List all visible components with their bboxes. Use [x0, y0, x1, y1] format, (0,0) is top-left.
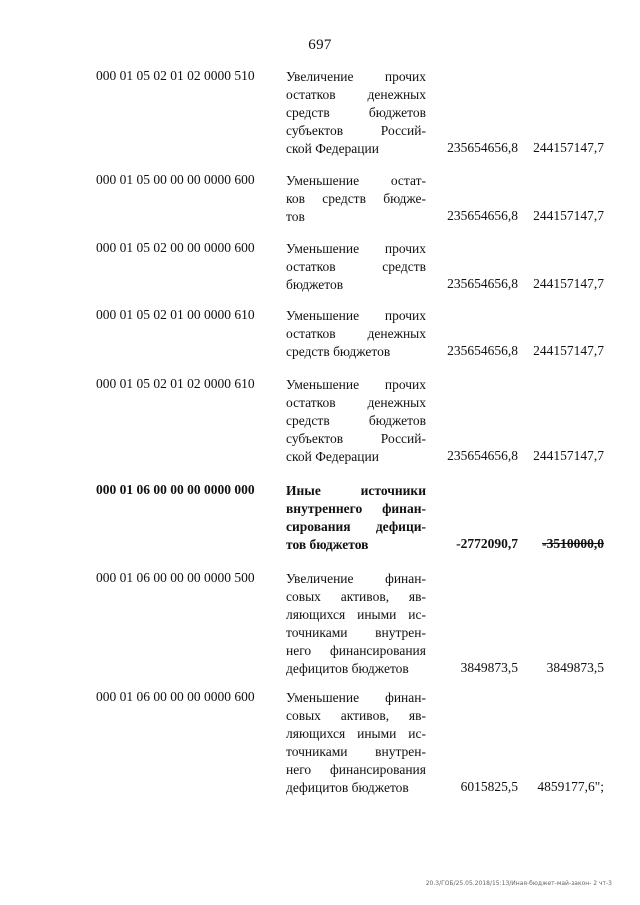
value-year-2: 244157147,7 — [533, 276, 604, 291]
row-code: 000 01 05 02 01 02 0000 610 — [96, 376, 255, 391]
row-code: 000 01 05 02 00 00 0000 600 — [96, 240, 255, 255]
value-year-2 — [524, 536, 604, 552]
row-description — [286, 240, 426, 294]
desc-line: Увеличение прочих — [286, 69, 426, 84]
value-year-2: 244157147,7 — [533, 208, 604, 223]
desc-line: средств бюджетов — [286, 413, 426, 428]
desc-line: Уменьшение прочих — [286, 241, 426, 256]
desc-line: внутреннего финан- — [286, 501, 426, 516]
desc-line: сирования дефици- — [286, 519, 426, 534]
desc-line: ской Федерации — [286, 141, 379, 156]
desc-line: дефицитов бюджетов — [286, 661, 409, 676]
desc-line: остатков денежных — [286, 87, 426, 102]
desc-line: совых активов, яв- — [286, 708, 426, 723]
value-year-1: 235654656,8 — [447, 343, 518, 358]
desc-line: точниками внутрен- — [286, 744, 426, 759]
value-year-1: -2772090,7 — [456, 536, 518, 551]
desc-line: него финансирования — [286, 762, 426, 777]
value-year-1: 235654656,8 — [447, 208, 518, 223]
row-description — [286, 172, 426, 226]
desc-line: остатков средств — [286, 259, 426, 274]
row-description — [286, 570, 426, 678]
value-year-2: 244157147,7 — [533, 343, 604, 358]
value-year-1: 235654656,8 — [447, 276, 518, 291]
value-year-1: 235654656,8 — [447, 448, 518, 463]
value-year-1: 3849873,5 — [460, 660, 518, 675]
value-year-2-text: -3510000,0 — [542, 536, 604, 551]
desc-line: тов — [286, 209, 305, 224]
desc-line: Уменьшение финан- — [286, 690, 426, 705]
desc-line: тов бюджетов — [286, 537, 369, 552]
value-year-2: 244157147,7 — [533, 448, 604, 463]
page-number: 697 — [308, 37, 332, 53]
desc-line: Увеличение финан- — [286, 571, 426, 586]
row-code: 000 01 06 00 00 00 0000 500 — [96, 570, 255, 585]
row-code: 000 01 05 02 01 00 0000 610 — [96, 307, 255, 322]
row-description — [286, 307, 426, 361]
desc-line: точниками внутрен- — [286, 625, 426, 640]
desc-line: остатков денежных — [286, 395, 426, 410]
desc-line: средств бюджетов — [286, 344, 391, 359]
footer-stamp: 20.3/ГОБ/25.05.2018/15:13/Иная-бюджет-май-закон- 2 чт-3 — [425, 880, 612, 887]
value-year-2: 4859177,6"; — [537, 779, 604, 794]
row-code: 000 01 05 02 01 02 0000 510 — [96, 68, 255, 83]
row-description — [286, 689, 426, 797]
desc-line: Иные источники — [286, 483, 426, 498]
desc-line: Уменьшение прочих — [286, 308, 426, 323]
desc-line: субъектов Россий- — [286, 123, 426, 138]
desc-line: бюджетов — [286, 277, 344, 292]
desc-line: ков средств бюдже- — [286, 191, 426, 206]
desc-line: ляющихся иными ис- — [286, 607, 426, 622]
row-code: 000 01 06 00 00 00 0000 000 — [96, 482, 255, 497]
desc-line: ляющихся иными ис- — [286, 726, 426, 741]
row-description — [286, 482, 426, 554]
row-description — [286, 68, 426, 158]
value-year-2: 244157147,7 — [533, 140, 604, 155]
value-year-2: 3849873,5 — [546, 660, 604, 675]
desc-line: остатков денежных — [286, 326, 426, 341]
desc-line: него финансирования — [286, 643, 426, 658]
desc-line: ской Федерации — [286, 449, 379, 464]
value-year-1: 6015825,5 — [460, 779, 518, 794]
desc-line: совых активов, яв- — [286, 589, 426, 604]
desc-line: дефицитов бюджетов — [286, 780, 409, 795]
row-description — [286, 376, 426, 466]
value-year-1: 235654656,8 — [447, 140, 518, 155]
desc-line: Уменьшение прочих — [286, 377, 426, 392]
desc-line: средств бюджетов — [286, 105, 426, 120]
desc-line: субъектов Россий- — [286, 431, 426, 446]
row-code: 000 01 05 00 00 00 0000 600 — [96, 172, 255, 187]
row-code: 000 01 06 00 00 00 0000 600 — [96, 689, 255, 704]
desc-line: Уменьшение остат- — [286, 173, 426, 188]
